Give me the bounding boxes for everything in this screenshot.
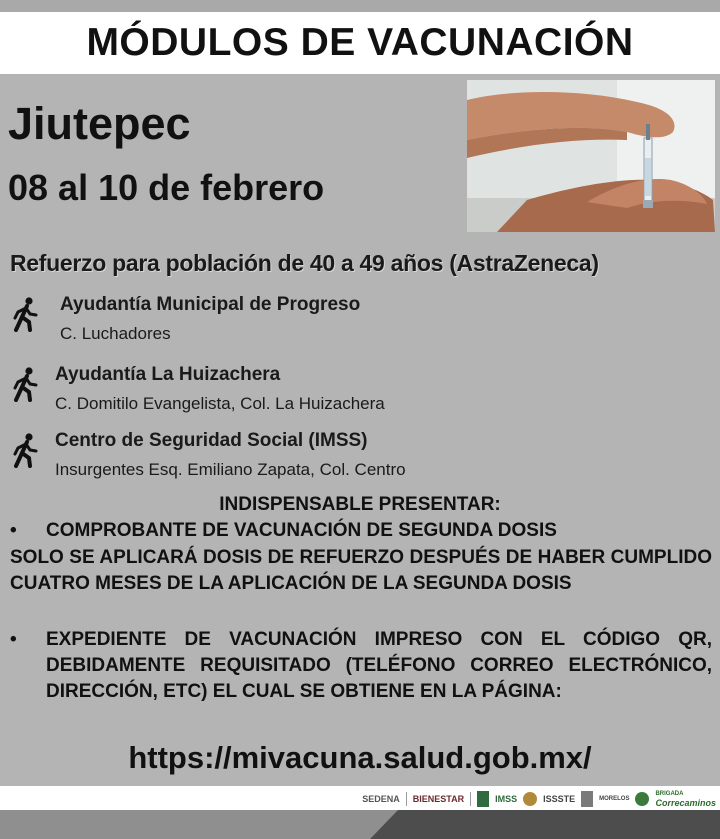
bottom-bar-accent xyxy=(370,810,720,839)
walking-person-icon xyxy=(10,366,40,402)
correcaminos-emblem-icon xyxy=(635,792,649,806)
logo-divider xyxy=(470,792,471,806)
issste-emblem-icon xyxy=(523,792,537,806)
city-name: Jiutepec xyxy=(8,98,191,149)
requirement-note: SOLO SE APLICARÁ DOSIS DE REFUERZO DESPUÉS DE HABER CUMPLIDO CUATRO MESES DE LA APLICACIÓN DE LA SEGUNDA DOSIS xyxy=(10,547,712,594)
vaccine-photo xyxy=(467,80,715,232)
imss-logo: IMSS xyxy=(495,794,518,804)
requirement-item: COMPROBANTE DE VACUNACIÓN DE SEGUNDA DOSIS xyxy=(46,520,557,541)
walking-person-icon xyxy=(10,432,40,468)
header-banner xyxy=(0,12,720,74)
imss-emblem-icon xyxy=(477,791,489,807)
event-dates: 08 al 10 de febrero xyxy=(8,167,325,208)
correcaminos-label: Correcaminos xyxy=(655,798,716,808)
partner-logos xyxy=(362,788,716,810)
registration-url: https://mivacuna.salud.gob.mx/ xyxy=(128,740,592,775)
location-address: C. Domitilo Evangelista, Col. La Huizachera xyxy=(55,394,385,413)
bienestar-logo: BIENESTAR xyxy=(412,794,465,804)
location-address: C. Luchadores xyxy=(60,324,171,343)
location-name: Centro de Seguridad Social (IMSS) xyxy=(55,430,368,451)
brigada-label: BRIGADA xyxy=(655,791,684,797)
morelos-logo: MORELOS xyxy=(599,796,630,802)
logo-divider xyxy=(406,792,407,806)
requirement-item: EXPEDIENTE DE VACUNACIÓN IMPRESO CON EL CÓDIGO QR, DEBIDAMENTE REQUISITADO (TELÉFONO CORREO ELECTRÓNICO, DIRECCIÓN, ETC) EL CUAL SE OBTIENE EN LA PÁGINA: xyxy=(46,629,712,702)
bottom-bar xyxy=(0,810,720,839)
bullet-marker: • xyxy=(10,520,17,541)
requirements-title: INDISPENSABLE PRESENTAR: xyxy=(219,494,501,515)
top-strip xyxy=(0,0,720,12)
brigada-correcaminos-logo xyxy=(655,790,716,808)
morelos-emblem-icon xyxy=(581,791,593,807)
target-population: Refuerzo para población de 40 a 49 años (AstraZeneca) xyxy=(10,250,599,276)
vaccine-syringe-image xyxy=(467,80,715,232)
poster-title: MÓDULOS DE VACUNACIÓN xyxy=(86,21,634,64)
location-address: Insurgentes Esq. Emiliano Zapata, Col. Centro xyxy=(55,460,406,479)
sedena-logo: SEDENA xyxy=(362,794,400,804)
walking-person-icon xyxy=(10,296,40,332)
issste-logo: ISSSTE xyxy=(543,794,576,804)
location-name: Ayudantía La Huizachera xyxy=(55,364,281,385)
location-name: Ayudantía Municipal de Progreso xyxy=(60,294,361,315)
bullet-marker: • xyxy=(10,629,17,650)
